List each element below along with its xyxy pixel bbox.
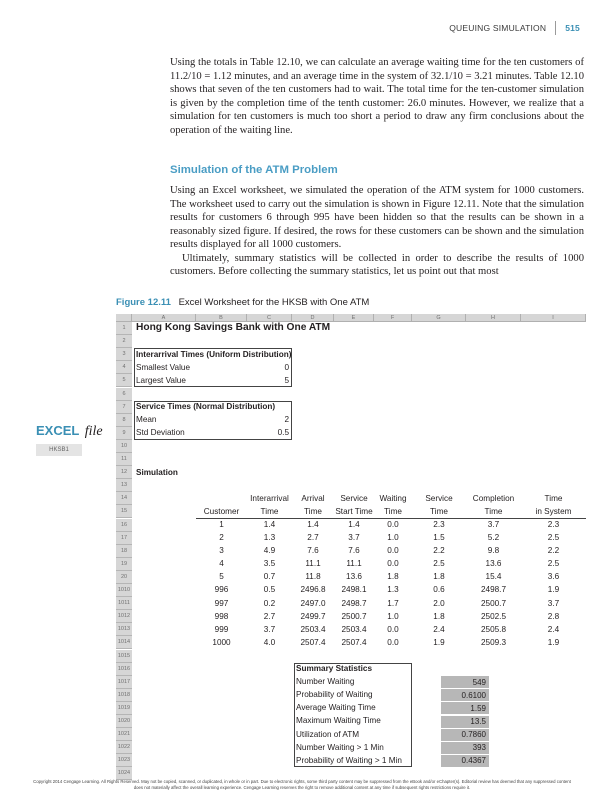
summary-label: Number Waiting > 1 Min: [296, 742, 384, 752]
table-cell: 1.3: [263, 533, 276, 543]
table-cell: 3.6: [547, 572, 560, 582]
column-header-g: G: [412, 314, 466, 322]
table-header-top: Interarrival: [250, 493, 289, 503]
table-cell: 2496.8: [300, 585, 326, 595]
sheet-corner: [116, 314, 132, 322]
table-header-bottom: Time: [260, 506, 279, 516]
std-deviation-value: 0.5: [277, 428, 289, 438]
paragraph-3: Ultimately, summary statistics will be collected in order to describe the results of 1000 customers. Before collecting the summary statistics, let us point out that most: [170, 252, 584, 277]
table-cell: 4.9: [263, 546, 276, 556]
running-head-title: QUEUING SIMULATION: [449, 23, 547, 33]
table-cell: 2498.7: [341, 598, 367, 608]
table-cell: 7.6: [307, 546, 319, 556]
table-cell: 1.8: [387, 572, 399, 582]
row-header: 2: [116, 335, 132, 348]
largest-value-label: Largest Value: [136, 375, 186, 385]
table-cell: 1: [219, 519, 224, 529]
table-cell: 3: [219, 546, 224, 556]
row-header: 1013: [116, 623, 132, 636]
table-cell: 2.3: [433, 519, 445, 529]
paragraph-group: [170, 184, 584, 279]
row-header: 4: [116, 361, 132, 374]
table-header-bottom: Time: [304, 506, 322, 516]
running-head-divider: [555, 21, 556, 35]
row-header: 11: [116, 453, 132, 466]
file-badge: HKSB1: [36, 444, 82, 456]
table-cell: 999: [214, 624, 229, 634]
row-header: 1024: [116, 767, 132, 780]
summary-value: 13.5: [441, 716, 489, 728]
paragraph-2: Using an Excel worksheet, we simulated the operation of the ATM system for 1000 customers. The worksheet used to carry out the simulation is shown in Figure 12.11. Note that the simulation results for customers 6 through 995 have been hidden so that the results can be shown in a reasonably sized figure. If desired, the rows for these customers can be shown and the simulation results displayed for all 1000 customers.: [170, 185, 584, 250]
table-cell: 3.7: [263, 624, 276, 634]
table-cell: 1.5: [433, 533, 445, 543]
table-cell: 2498.1: [341, 585, 367, 595]
table-cell: 2.4: [547, 624, 560, 634]
row-header: 1020: [116, 715, 132, 728]
smallest-value-label: Smallest Value: [136, 362, 191, 372]
table-cell: 11.8: [305, 572, 321, 582]
table-cell: 2500.7: [480, 598, 507, 608]
excel-worksheet: [116, 314, 586, 788]
table-cell: 3.7: [487, 519, 500, 529]
table-cell: 11.1: [305, 559, 321, 569]
table-header-bottom: in System: [535, 506, 572, 516]
table-header-top: [196, 492, 247, 505]
excel-file-note: [36, 423, 103, 440]
mean-value: 2: [284, 415, 289, 425]
table-cell: 1.7: [387, 598, 399, 608]
table-cell: 2502.5: [480, 611, 507, 621]
row-header: 12: [116, 466, 132, 479]
table-cell: 13.6: [485, 559, 502, 569]
table-cell: 3.5: [263, 559, 276, 569]
table-cell: 11.1: [346, 559, 362, 569]
table-cell: 998: [214, 611, 229, 621]
row-header: 7: [116, 401, 132, 414]
table-header-bottom: Time: [384, 506, 402, 516]
figure-label: Figure 12.11: [116, 297, 171, 308]
table-header-top: Completion: [472, 493, 515, 503]
table-cell: 2.8: [547, 611, 560, 621]
table-header-top: Service: [340, 493, 368, 503]
summary-label: Probability of Waiting: [296, 690, 373, 700]
row-header: 18: [116, 545, 132, 558]
table-cell: 2505.8: [480, 624, 507, 634]
table-cell: 4: [219, 559, 224, 569]
table-header-bottom: Customer: [203, 506, 240, 516]
table-cell: 0.6: [433, 585, 445, 595]
table-header-bottom: Start Time: [335, 506, 373, 516]
table-cell: 2.4: [433, 624, 445, 634]
table-cell: 2.2: [547, 546, 560, 556]
table-cell: 5: [219, 572, 224, 582]
table-cell: 2: [219, 533, 224, 543]
table-cell: 2.7: [307, 533, 319, 543]
row-header: 1010: [116, 584, 132, 597]
summary-value: 393: [441, 742, 489, 754]
row-header: 17: [116, 532, 132, 545]
service-heading: Service Times (Normal Distribution): [136, 402, 276, 412]
table-cell: 2.5: [547, 533, 560, 543]
table-cell: 4.0: [263, 637, 276, 647]
row-header: 1017: [116, 676, 132, 689]
mean-label: Mean: [136, 415, 157, 425]
copyright-notice: Copyright 2014 Cengage Learning. All Rights Reserved. May not be copied, scanned, or duplicated, in whole or in part. Due to electronic rights, some third party content may be suppressed from the eBook and/or eChapter(s). Editorial review has deemed that any suppressed content does not materially affect the overall learning experience. Cengage Learning reserves the right to remove additional content at any time if subsequent rights restrictions require it.: [33, 779, 571, 790]
row-header: 15: [116, 505, 132, 518]
table-cell: 1.9: [433, 637, 445, 647]
table-header-top: Service: [425, 493, 453, 503]
column-header-c: C: [247, 314, 292, 322]
paragraph-1: Using the totals in Table 12.10, we can calculate an average waiting time for the ten customers of 11.2/10 = 1.12 minutes, and an average time in the system of 32.1/10 = 3.21 minutes. Table 12.10 shows that seven of the ten customers had to wait. The total time for the ten-customer simulation is given by the completion time of the tenth customer: 26.0 minutes. However, we realize that a simulation for ten customers is much too short a period to draw any firm conclusions about the operation of the waiting line.: [170, 57, 584, 136]
table-cell: 9.8: [487, 546, 500, 556]
interarrival-heading: Interarrival Times (Uniform Distribution): [136, 349, 292, 359]
figure-caption: [116, 297, 369, 308]
table-cell: 1.4: [348, 519, 360, 529]
table-cell: 2499.7: [300, 611, 326, 621]
table-cell: 0.7: [263, 572, 276, 582]
row-header: 6: [116, 388, 132, 401]
table-cell: 2.5: [547, 559, 560, 569]
table-cell: 0.0: [387, 637, 399, 647]
std-deviation-label: Std Deviation: [136, 428, 185, 438]
row-header: 9: [116, 427, 132, 440]
table-cell: 2.3: [547, 519, 560, 529]
table-cell: 1000: [212, 637, 231, 647]
row-header: 8: [116, 414, 132, 427]
sheet-title: Hong Kong Savings Bank with One ATM: [136, 322, 331, 334]
row-header: 19: [116, 558, 132, 571]
table-cell: 2.5: [433, 559, 445, 569]
table-cell: 7.6: [348, 546, 360, 556]
row-header: 13: [116, 479, 132, 492]
table-header-top: Waiting: [379, 493, 407, 503]
table-cell: 0.0: [387, 624, 399, 634]
table-cell: 0.0: [387, 546, 399, 556]
section-heading: Simulation of the ATM Problem: [170, 164, 338, 176]
row-header: 1012: [116, 610, 132, 623]
column-header-d: D: [292, 314, 334, 322]
table-cell: 2503.4: [341, 624, 367, 634]
table-cell: 13.6: [346, 572, 362, 582]
table-cell: 1.3: [387, 585, 399, 595]
file-label: file: [84, 424, 103, 439]
column-header-i: I: [521, 314, 586, 322]
column-header-a: A: [132, 314, 196, 322]
row-header: 14: [116, 492, 132, 505]
table-cell: 996: [214, 585, 229, 595]
running-head: [449, 21, 580, 35]
summary-label: Probability of Waiting > 1 Min: [296, 755, 402, 765]
table-cell: 1.0: [387, 611, 399, 621]
table-cell: 15.4: [485, 572, 502, 582]
summary-value: 0.6100: [441, 689, 489, 701]
summary-value: 0.4367: [441, 755, 489, 767]
summary-value: 1.59: [441, 702, 489, 714]
table-cell: 1.8: [433, 572, 445, 582]
smallest-value: 0: [284, 362, 289, 372]
summary-heading: Summary Statistics: [296, 664, 372, 674]
table-cell: 2507.4: [300, 637, 326, 647]
row-header: 1016: [116, 663, 132, 676]
table-cell: 2500.7: [341, 611, 367, 621]
column-header-e: E: [334, 314, 374, 322]
row-header: 10: [116, 440, 132, 453]
table-cell: 2507.4: [341, 637, 367, 647]
simulation-label: Simulation: [136, 467, 178, 477]
table-cell: 1.9: [547, 585, 560, 595]
table-cell: 2498.7: [480, 585, 507, 595]
table-cell: 1.4: [307, 519, 319, 529]
column-header-h: H: [466, 314, 521, 322]
figure-caption-text: Excel Worksheet for the HKSB with One ATM: [178, 297, 370, 308]
table-cell: 0.5: [263, 585, 276, 595]
table-cell: 0.0: [387, 559, 399, 569]
table-cell: 2509.3: [480, 637, 507, 647]
table-cell: 5.2: [487, 533, 500, 543]
row-header: 1014: [116, 636, 132, 649]
table-header-top: Arrival: [301, 493, 325, 503]
table-cell: 2.0: [433, 598, 445, 608]
page-number: 515: [565, 23, 580, 33]
table-cell: 0.0: [387, 519, 399, 529]
row-header: 1: [116, 322, 132, 335]
row-header: 5: [116, 374, 132, 387]
excel-label: EXCEL: [36, 423, 80, 438]
summary-label: Utilization of ATM: [296, 729, 360, 739]
table-header-bottom: Time: [430, 506, 448, 516]
table-cell: 2497.0: [300, 598, 326, 608]
table-cell: 0.2: [263, 598, 276, 608]
row-header: 20: [116, 571, 132, 584]
summary-value: 549: [441, 676, 489, 688]
row-header: 1023: [116, 754, 132, 767]
table-cell: 2.2: [433, 546, 445, 556]
table-header-bottom: Time: [484, 506, 503, 516]
largest-value: 5: [284, 375, 289, 385]
summary-value: 0.7860: [441, 729, 489, 741]
row-header: 1018: [116, 689, 132, 702]
table-cell: 997: [214, 598, 229, 608]
column-header-b: B: [196, 314, 247, 322]
table-cell: 2503.4: [300, 624, 326, 634]
row-header: 1011: [116, 597, 132, 610]
table-cell: 1.0: [387, 533, 399, 543]
table-cell: 2.7: [263, 611, 276, 621]
row-header: 16: [116, 519, 132, 532]
table-cell: 1.4: [263, 519, 276, 529]
summary-label: Number Waiting: [296, 677, 355, 687]
row-header: 1015: [116, 650, 132, 663]
table-cell: 1.9: [547, 637, 560, 647]
summary-label: Average Waiting Time: [296, 703, 376, 713]
table-cell: 3.7: [348, 533, 360, 543]
table-header-top: Time: [544, 493, 563, 503]
row-header: 1019: [116, 702, 132, 715]
row-header: 1021: [116, 728, 132, 741]
column-header-f: F: [374, 314, 412, 322]
summary-label: Maximum Waiting Time: [296, 716, 381, 726]
row-header: 1022: [116, 741, 132, 754]
table-cell: 1.8: [433, 611, 445, 621]
row-header: 3: [116, 348, 132, 361]
table-cell: 3.7: [547, 598, 560, 608]
